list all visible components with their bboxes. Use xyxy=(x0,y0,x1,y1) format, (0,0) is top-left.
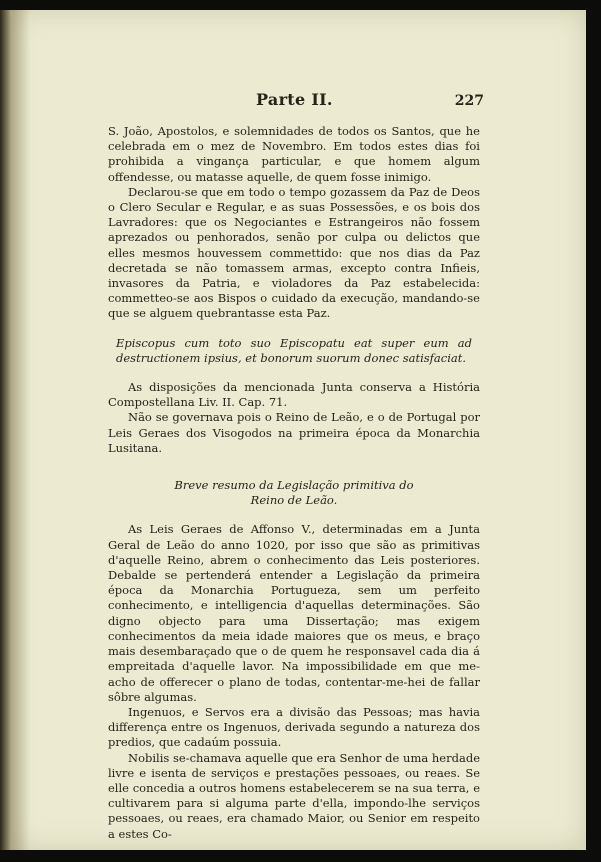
book-page xyxy=(12,10,586,850)
spacer xyxy=(108,470,480,478)
page-number: 227 xyxy=(454,93,484,109)
paragraph-nobilis: Nobilis se-chamava aquelle que era Senhor de uma herdade livre e isenta de serviços e prestações pessoaes, ou reaes. Se elle concedia a outros homens estabelecerem se na sua terra, e cultivarem para si alguma parte d'ella, impondo-lhe serviços pessoaes, ou reaes, era chamado Maior, ou Senior em respeito a estes Co- xyxy=(108,750,480,841)
paragraph-visigoth-laws: Não se governava pois o Reino de Leão, e o de Portugal por Leis Geraes dos Visogodos na primeira época da Monarchia Lusitana. xyxy=(108,410,480,455)
paragraph-peace-of-god: Declarou-se que em todo o tempo gozassem da Paz de Deos o Clero Secular e Regular, e as suas Possessões, e os bois dos Lavradores: que os Negociantes e Estrangeiros não fossem aprezados ou penhorados, senão por culpa ou delictos que elles mesmos houvessem commettido: que nos dias da Paz decretada se não tomassem armas, excepto contra Infieis, invasores da Patria, e violadores da Paz estabelecida: commetteo-se aos Bispos o cuidado da execução, mandando-se que se alguem quebrantasse esta Paz. xyxy=(108,184,480,321)
paragraph-ingenuos: Ingenuos, e Servos era a divisão das Pessoas; mas havia differença entre os Ingenuos, derivada segundo a natureza dos predios, que cadaúm possuia. xyxy=(108,704,480,750)
spacer xyxy=(108,366,480,380)
spacer xyxy=(108,508,480,522)
paragraph-continuation: S. João, Apostolos, e solemnidades de todos os Santos, que he celebrada em o mez de Novembro. Em todos estes dias foi prohibida a vingança particular, e que homem algum offendesse, ou matasse aquelle, de quem fosse inimigo. xyxy=(108,124,480,184)
book-left-edge xyxy=(0,10,12,850)
latin-quotation: Episcopus cum toto suo Episcopatu eat super eum ad destructionem ipsius, et bonorum suorum donec satisfaciat. xyxy=(116,335,472,365)
paragraph-compostellana: As disposições da mencionada Junta conserva a História Compostellana Liv. II. Cap. 71. xyxy=(108,380,480,410)
spacer xyxy=(108,456,480,470)
running-head: Parte II. xyxy=(256,90,333,109)
page-text-block xyxy=(108,88,484,842)
page-header xyxy=(108,88,484,124)
page-gutter-shadow xyxy=(12,10,30,850)
paragraph-leis-geraes: As Leis Geraes de Affonso V., determinadas em a Junta Geral de Leão do anno 1020, por isso que são as primitivas d'aquelle Reino, abrem o conhecimento das Leis posteriores. Debalde se pertenderá entender a Legislação da primeira época da Monarchia Portugueza, sem um perfeito conhecimento, e intelligencia d'aquellas determinações. São digno objecto para uma Dissertação; mas exigem conhecimentos da meia idade maiores que os meus, e braço mais desembaraçado que o de quem he responsavel cada dia á empreitada d'aquelle lavor. Na impossibilidade em que me-acho de offerecer o plano de todas, contentar-me-hei de fallar sôbre algumas. xyxy=(108,522,480,704)
spacer xyxy=(108,322,480,336)
section-title: Breve resumo da Legislação primitiva do Reino de Leão. xyxy=(174,478,414,508)
